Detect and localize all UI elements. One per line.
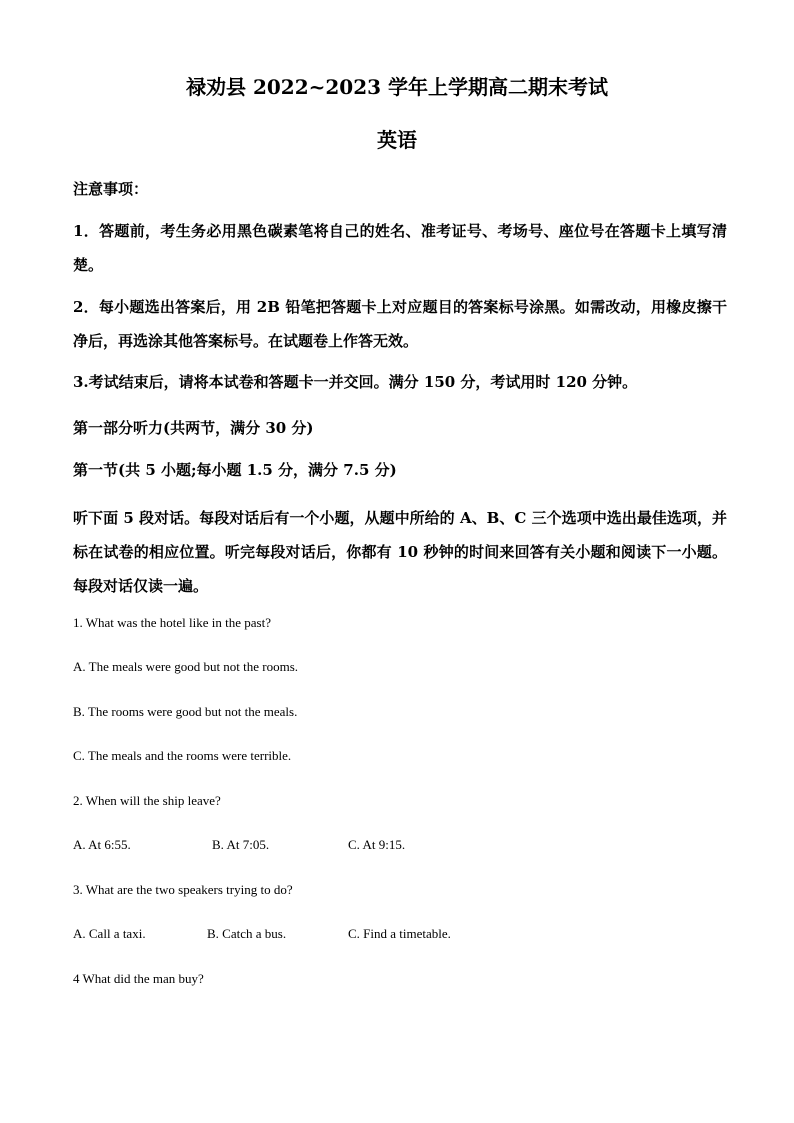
section-one-title: 第一节(共 5 小题;每小题 1.5 分，满分 7.5 分) (73, 461, 397, 479)
question-1-option-c: C. The meals and the rooms were terrible. (73, 748, 292, 763)
question-4-stem: 4 What did the man buy? (73, 971, 204, 986)
question-3-option-b: B. Catch a bus. (207, 926, 287, 941)
question-2-option-a: A. At 6:55. (73, 837, 131, 852)
question-1-option-a: A. The meals were good but not the rooms. (73, 659, 299, 674)
notice-item-2: 2．每小题选出答案后，用 2B 铅笔把答题卡上对应题目的答案标号涂黑。如需改动，用橡皮擦干净后，再选涂其他答案标号。在试题卷上作答无效。 (73, 298, 727, 350)
listening-instructions: 听下面 5 段对话。每段对话后有一个小题，从题中所给的 A、B、C 三个选项中选出最佳选项，并标在试卷的相应位置。听完每段对话后，你都有 10 秒钟的时间来回答有关小题和阅读下一小题。每段对话仅读一遍。 (73, 509, 727, 595)
question-3-stem: 3. What are the two speakers trying to do? (73, 882, 293, 897)
notice-item-1: 1．答题前，考生务必用黑色碳素笔将自己的姓名、准考证号、考场号、座位号在答题卡上填写清楚。 (73, 222, 727, 274)
question-2-option-c: C. At 9:15. (348, 837, 406, 852)
question-1-option-b: B. The rooms were good but not the meals. (73, 704, 298, 719)
exam-title: 禄劝县 2022~2023 学年上学期高二期末考试 (185, 75, 608, 99)
notice-item-3: 3.考试结束后，请将本试卷和答题卡一并交回。满分 150 分，考试用时 120 分钟。 (73, 373, 638, 391)
subject-title: 英语 (377, 128, 417, 152)
notice-heading: 注意事项： (73, 180, 149, 198)
part-one-title: 第一部分听力(共两节，满分 30 分) (73, 419, 314, 437)
question-3-option-c: C. Find a timetable. (348, 926, 451, 941)
question-2-option-b: B. At 7:05. (212, 837, 270, 852)
question-2-stem: 2. When will the ship leave? (73, 793, 221, 808)
question-3-option-a: A. Call a taxi. (73, 926, 146, 941)
question-1-stem: 1. What was the hotel like in the past? (73, 615, 271, 630)
